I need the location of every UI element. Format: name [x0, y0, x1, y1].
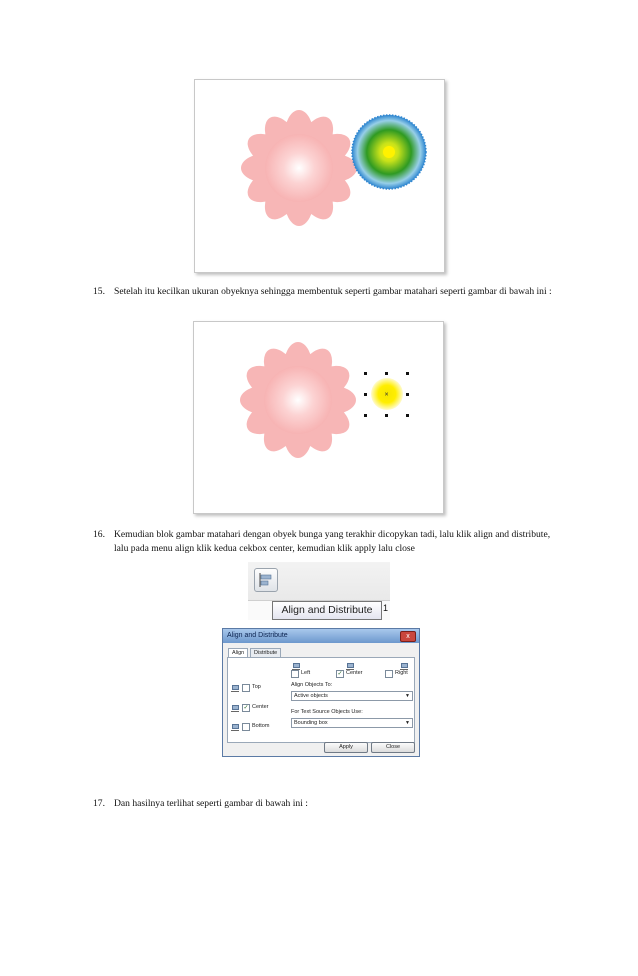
align-top-icon — [231, 684, 239, 692]
align-distribute-tooltip: Align and Distribute — [272, 601, 382, 620]
align-right-icon — [400, 662, 408, 670]
close-icon[interactable]: x — [400, 631, 416, 642]
bottom-checkbox[interactable] — [242, 723, 250, 731]
chevron-down-icon: ▼ — [405, 720, 410, 726]
align-panel — [227, 657, 415, 743]
center-vertical-label: Center — [252, 704, 269, 710]
text-source-label: For Text Source Objects Use: — [291, 709, 363, 715]
svg-text:×: × — [384, 391, 389, 399]
align-distribute-icon — [255, 569, 277, 591]
figure-flower-and-small-sun — [193, 321, 444, 514]
sun-shape — [352, 115, 426, 189]
align-objects-to-value: Active objects — [294, 693, 328, 699]
chevron-down-icon: ▼ — [405, 693, 410, 699]
right-checkbox[interactable] — [385, 670, 393, 678]
tab-distribute[interactable]: Distribute — [250, 648, 281, 658]
dialog-titlebar — [223, 629, 419, 643]
top-label: Top — [252, 684, 261, 690]
align-left-icon — [292, 662, 300, 670]
center-horizontal-checkbox[interactable]: ✓ — [337, 671, 343, 677]
step-number: 16. — [93, 529, 105, 540]
step-number: 15. — [93, 286, 105, 297]
top-checkbox[interactable] — [242, 684, 250, 692]
center-vertical-checkbox[interactable]: ✓ — [243, 705, 249, 711]
step-text: Kemudian blok gambar matahari dengan obyek bunga yang terakhir dicopykan tadi, lalu klik align and distribute, lalu pada menu align klik kedua cekbox center, kemudian klik apply lalu close — [114, 529, 551, 554]
flower-small-sun-drawing — [194, 322, 443, 513]
align-objects-to-select[interactable] — [291, 691, 413, 701]
tab-align[interactable]: Align — [228, 648, 248, 658]
left-label: Left — [301, 670, 311, 676]
flower-sun-drawing — [195, 80, 444, 272]
flower-shape — [240, 342, 356, 458]
close-button[interactable]: Close — [371, 742, 415, 753]
bottom-label: Bottom — [252, 723, 270, 729]
center-horizontal-label: Center — [346, 670, 363, 676]
figure-flower-and-sun — [194, 79, 445, 273]
apply-button[interactable]: Apply — [324, 742, 368, 753]
align-distribute-dialog — [222, 628, 420, 757]
align-center-horizontal-icon — [346, 662, 354, 670]
align-distribute-toolbar-button[interactable] — [254, 568, 278, 592]
step-text: Setelah itu kecilkan ukuran obyeknya sehingga membentuk seperti gambar matahari seperti gambar di bawah ini : — [114, 286, 552, 297]
ruler-tick-label: 1 — [382, 603, 388, 613]
step-number: 17. — [93, 798, 105, 809]
align-center-vertical-icon — [231, 704, 239, 712]
align-bottom-icon — [231, 723, 239, 731]
text-source-value: Bounding box — [294, 720, 328, 726]
text-source-select[interactable] — [291, 718, 413, 728]
small-sun-shape[interactable] — [371, 378, 403, 410]
align-objects-to-label: Align Objects To: — [291, 682, 333, 688]
flower-shape — [241, 110, 357, 226]
left-checkbox[interactable] — [291, 670, 299, 678]
right-label: Right — [395, 670, 408, 676]
dialog-title: Align and Distribute — [227, 632, 288, 639]
step-text: Dan hasilnya terlihat seperti gambar di bawah ini : — [114, 798, 308, 809]
